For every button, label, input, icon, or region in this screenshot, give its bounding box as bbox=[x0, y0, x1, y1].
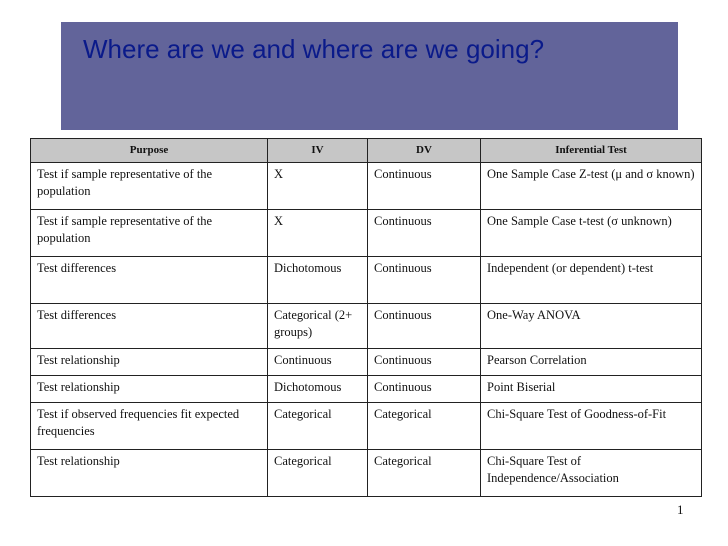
table-row bbox=[31, 163, 702, 210]
cell-test: Chi-Square Test of Goodness-of-Fit bbox=[481, 403, 702, 450]
cell-test: One Sample Case Z-test (μ and σ known) bbox=[481, 163, 702, 210]
cell-iv: Categorical bbox=[268, 450, 368, 497]
cell-dv: Continuous bbox=[368, 163, 481, 210]
table-row bbox=[31, 304, 702, 349]
cell-purpose: Test relationship bbox=[31, 376, 268, 403]
table-row bbox=[31, 349, 702, 376]
cell-purpose: Test relationship bbox=[31, 450, 268, 497]
cell-dv: Categorical bbox=[368, 403, 481, 450]
cell-test: One-Way ANOVA bbox=[481, 304, 702, 349]
header-row bbox=[31, 139, 702, 163]
cell-purpose: Test if sample representative of the population bbox=[31, 163, 268, 210]
cell-dv: Continuous bbox=[368, 304, 481, 349]
cell-test: Point Biserial bbox=[481, 376, 702, 403]
cell-purpose: Test differences bbox=[31, 257, 268, 304]
table-row bbox=[31, 376, 702, 403]
cell-iv: X bbox=[268, 163, 368, 210]
cell-iv: X bbox=[268, 210, 368, 257]
statistics-table bbox=[30, 138, 702, 497]
header-iv: IV bbox=[268, 139, 368, 163]
cell-dv: Continuous bbox=[368, 257, 481, 304]
cell-dv: Continuous bbox=[368, 376, 481, 403]
table-row bbox=[31, 450, 702, 497]
cell-test: Chi-Square Test of Independence/Association bbox=[481, 450, 702, 497]
cell-iv: Dichotomous bbox=[268, 257, 368, 304]
cell-test: One Sample Case t-test (σ unknown) bbox=[481, 210, 702, 257]
page-number: 1 bbox=[677, 502, 684, 517]
cell-purpose: Test if observed frequencies fit expected frequencies bbox=[31, 403, 268, 450]
cell-purpose: Test if sample representative of the population bbox=[31, 210, 268, 257]
title-bar bbox=[61, 22, 678, 130]
header-dv: DV bbox=[368, 139, 481, 163]
cell-dv: Continuous bbox=[368, 349, 481, 376]
cell-iv: Continuous bbox=[268, 349, 368, 376]
header-purpose: Purpose bbox=[31, 139, 268, 163]
cell-dv: Continuous bbox=[368, 210, 481, 257]
cell-dv: Categorical bbox=[368, 450, 481, 497]
slide-title: Where are we and where are we going? bbox=[83, 34, 545, 64]
cell-test: Independent (or dependent) t-test bbox=[481, 257, 702, 304]
cell-test: Pearson Correlation bbox=[481, 349, 702, 376]
header-inferential-test: Inferential Test bbox=[481, 139, 702, 163]
cell-iv: Categorical (2+ groups) bbox=[268, 304, 368, 349]
table-row bbox=[31, 210, 702, 257]
cell-iv: Dichotomous bbox=[268, 376, 368, 403]
table-row bbox=[31, 257, 702, 304]
cell-iv: Categorical bbox=[268, 403, 368, 450]
cell-purpose: Test relationship bbox=[31, 349, 268, 376]
cell-purpose: Test differences bbox=[31, 304, 268, 349]
table-row bbox=[31, 403, 702, 450]
